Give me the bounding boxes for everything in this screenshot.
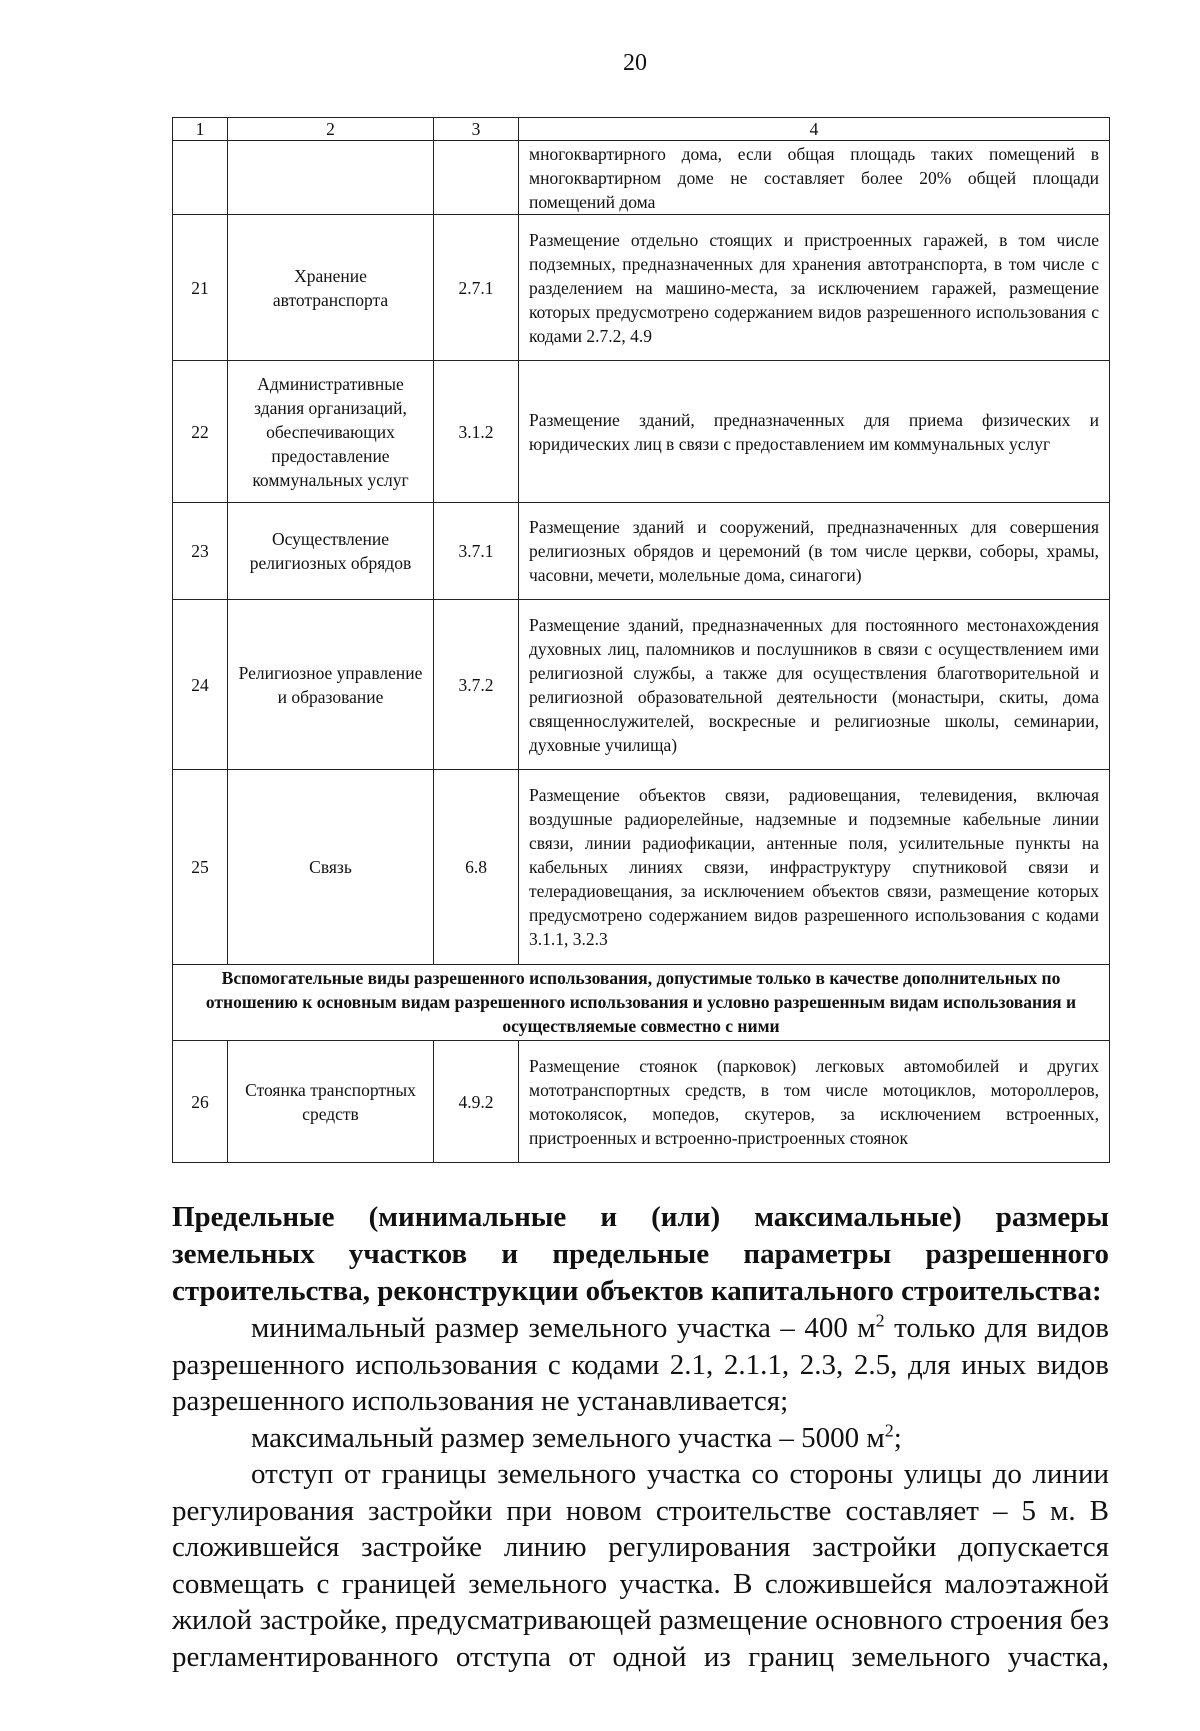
table-header-row xyxy=(173,118,1110,141)
table-row-continuation xyxy=(173,141,1110,215)
row-number: 21 xyxy=(173,215,228,361)
table-section-row xyxy=(173,965,1110,1041)
min-area-text: минимальный размер земельного участка – 400 м xyxy=(251,1312,876,1344)
use-name: Стоянка транспортных средств xyxy=(228,1041,434,1163)
use-name: Связь xyxy=(228,770,434,965)
use-code: 3.7.1 xyxy=(434,503,519,600)
use-code: 6.8 xyxy=(434,770,519,965)
max-area-text: максимальный размер земельного участка – 5000 м xyxy=(251,1422,885,1454)
use-code: 3.1.2 xyxy=(434,361,519,503)
row-number: 24 xyxy=(173,600,228,770)
use-code: 4.9.2 xyxy=(434,1041,519,1163)
row-number: 25 xyxy=(173,770,228,965)
min-area-unit-exponent: 2 xyxy=(875,1310,885,1331)
row-number: 23 xyxy=(173,503,228,600)
page-number: 20 xyxy=(623,50,647,76)
auxiliary-uses-title: Вспомогательные виды разрешенного использования, допустимые только в качестве дополнительных по отношению к основным видам разрешенного использования и условно разрешенным видам использования и осуществляемые совместно с ними xyxy=(173,965,1110,1041)
table-row xyxy=(173,215,1110,361)
table-row xyxy=(173,503,1110,600)
use-name: Хранение автотранспорта xyxy=(228,215,434,361)
use-code: 2.7.1 xyxy=(434,215,519,361)
use-name: Осуществление религиозных обрядов xyxy=(228,503,434,600)
max-area-paragraph xyxy=(172,1420,1109,1457)
row-description: Размещение зданий, предназначенных для постоянного местонахождения духовных лиц, паломников и послушников в связи с осуществлением ими религиозной службы, а также для осуществления благотворительной и религиозной образовательной деятельности (монастыри, скиты, дома священнослужителей, воскресные и религиозные школы, семинарии, духовные училища) xyxy=(519,600,1110,770)
row-description: Размещение объектов связи, радиовещания, телевидения, включая воздушные радиорелейные, надземные и подземные кабельные линии связи, линии радиофикации, антенные поля, усилительные пункты на кабельных линиях связи, инфраструктуру спутниковой связи и телерадиовещания, за исключением объектов связи, размещение которых предусмотрено содержанием видов разрешенного использования с кодами 3.1.1, 3.2.3 xyxy=(519,770,1110,965)
row-description: многоквартирного дома, если общая площадь таких помещений в многоквартирном доме не составляет более 20% общей площади помещений дома xyxy=(519,141,1110,215)
row-number: 26 xyxy=(173,1041,228,1163)
max-area-text-rest: ; xyxy=(893,1422,902,1454)
table-row xyxy=(173,1041,1110,1163)
header-col-2: 2 xyxy=(228,118,434,141)
header-col-3: 3 xyxy=(434,118,519,141)
table-row xyxy=(173,361,1110,503)
min-area-text-rest: только для видов разрешенного использования с кодами 2.1, 2.1.1, 2.3, 2.5, для иных видов разрешенного использования не устанавливается; xyxy=(172,1312,1109,1417)
use-name: Административные здания организаций, обеспечивающих предоставление коммунальных услуг xyxy=(228,361,434,503)
header-col-4: 4 xyxy=(519,118,1110,141)
row-description: Размещение стоянок (парковок) легковых автомобилей и других мототранспортных средств, в том числе мотоциклов, мотороллеров, мотоколясок, мопедов, скутеров, за исключением встроенных, пристроенных и встроенно-пристроенных стоянок xyxy=(519,1041,1110,1163)
table-row xyxy=(173,600,1110,770)
min-area-paragraph xyxy=(172,1310,1109,1420)
land-use-table xyxy=(172,117,1110,1163)
row-number: 22 xyxy=(173,361,228,503)
row-description: Размещение отдельно стоящих и пристроенных гаражей, в том числе подземных, предназначенных для хранения автотранспорта, в том числе с разделением на машино-места, за исключением гаражей, размещение которых предусмотрено содержанием видов разрешенного использования с кодами 2.7.2, 4.9 xyxy=(519,215,1110,361)
header-col-1: 1 xyxy=(173,118,228,141)
use-code: 3.7.2 xyxy=(434,600,519,770)
limits-heading: Предельные (минимальные и (или) максимальные) размеры земельных участков и предельные параметры разрешенного строительства, реконструкции объектов капитального строительства: xyxy=(172,1201,1109,1307)
max-area-unit-exponent: 2 xyxy=(884,1420,894,1441)
row-description: Размещение зданий, предназначенных для приема физических и юридических лиц в связи с предоставлением им коммунальных услуг xyxy=(519,361,1110,503)
row-description: Размещение зданий и сооружений, предназначенных для совершения религиозных обрядов и церемоний (в том числе церкви, соборы, храмы, часовни, мечети, молельные дома, синагоги) xyxy=(519,503,1110,600)
setback-paragraph: отступ от границы земельного участка со стороны улицы до линии регулирования застройки при новом строительстве составляет – 5 м. В сложившейся застройке линию регулирования застройки допускается совмещать с границей земельного участка. В сложившейся малоэтажной жилой застройке, предусматривающей размещение основного строения без регламентированного отступа от одной из границ земельного участка, xyxy=(172,1458,1109,1673)
use-name: Религиозное управление и образование xyxy=(228,600,434,770)
table-row xyxy=(173,770,1110,965)
